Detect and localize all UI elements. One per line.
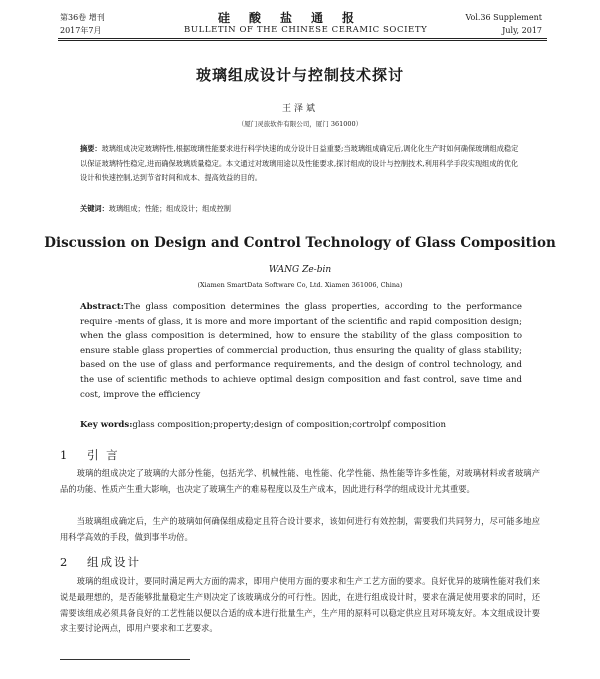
- author-en: WANG Ze-bin: [268, 265, 332, 275]
- abstract-cn: [80, 142, 520, 186]
- section-2-heading: [60, 554, 141, 570]
- header-volume-cn: 第36卷 增刊: [60, 13, 105, 22]
- footnote-rule: [60, 659, 190, 660]
- keywords-cn-text: 玻璃组成；性能；组成设计；组成控制: [108, 204, 231, 213]
- author-cn: 王泽斌: [281, 104, 318, 114]
- keywords-en: [80, 420, 522, 430]
- header-volume-en: Vol.36 Supplement: [465, 13, 542, 22]
- abstract-en: [80, 300, 522, 402]
- abstract-en-text: The glass composition determines the glass properties, according to the performance require -ments of glass, it is more and more important of the scientific and rapid composition design; when the glass composition is determined, how to ensure the stability of the glass composition to ensure stable glass properties of commercial production, thus ensuring the quality of glass stability; based on the use of glass and performance requirements, and the design of control technology, and the use of scientific methods to achieve optimal design composition and fast control, save time and cost, improve the efficiency: [80, 302, 522, 400]
- header-date-cn: 2017年7月: [60, 26, 102, 35]
- title-en: Discussion on Design and Control Technology of Glass Composition: [44, 235, 556, 251]
- header-date-en: July, 2017: [502, 26, 542, 35]
- section-1-paragraph-1: 玻璃的组成决定了玻璃的大部分性能，包括光学、机械性能、电性能、化学性能、热性能等许多性能，对玻璃材料或者玻璃产品的功能、性质产生重大影响，也决定了玻璃生产的难易程度以及生产成本，因此进行科学的组成设计尤其重要。: [60, 468, 540, 494]
- keywords-en-label: Key words:: [80, 420, 133, 430]
- section-2-title: 组成设计: [86, 555, 141, 569]
- header-journal-en: BULLETIN OF THE CHINESE CERAMIC SOCIETY: [184, 25, 428, 35]
- header-journal-cn: 硅酸盐通报: [218, 11, 374, 25]
- section-1-title: 引 言: [86, 448, 120, 462]
- header-rule-bottom: [58, 40, 547, 41]
- section-2-paragraph-1: 玻璃的组成设计，要同时满足两大方面的需求，即用户使用方面的要求和生产工艺方面的要求。良好优异的玻璃性能对我们来说是最理想的，是否能够批量稳定生产则决定了该玻璃成分的可行性。因此，在进行组成设计时，要求在满足使用要求的同时，还需要该组成必须具备良好的工艺性能以便以合适的成本进行批量生产，生产用的原料可以稳定供应且对环境友好。本文组成设计要求主要讨论两点，即用户要求和工艺要求。: [60, 576, 540, 634]
- section-1-heading: [60, 447, 120, 463]
- keywords-en-text: glass composition;property;design of composition;cortrolpf composition: [132, 420, 447, 430]
- abstract-cn-label: 摘要：: [80, 144, 102, 153]
- keywords-cn-label: 关键词：: [80, 204, 109, 213]
- affiliation-cn: （厦门灵旅软件有限公司，厦门 361000）: [237, 120, 363, 128]
- header-rule-top: [58, 38, 547, 39]
- section-1-number: 1: [60, 448, 70, 462]
- abstract-cn-text: 玻璃组成决定玻璃特性,根据玻璃性能要求进行科学快速的成分设计日益重要;当玻璃组成确定后,调化化生产时如何确保玻璃组成稳定以保证玻璃特性稳定,进而确保玻璃质量稳定。本文通过对玻璃用途以及性能要求,探讨组成的设计与控制技术,利用科学手段实现组成的优化设计和快速控制,达到节省时间和成本、提高效益的目的。: [80, 144, 519, 182]
- section-2-number: 2: [60, 555, 70, 569]
- title-cn: 玻璃组成设计与控制技术探讨: [195, 66, 404, 84]
- keywords-cn: [80, 202, 520, 217]
- abstract-en-label: Abstract:: [80, 302, 124, 312]
- section-1-paragraph-2: 当玻璃组成确定后，生产的玻璃如何确保组成稳定且符合设计要求，该如何进行有效控制，需要我们共同努力，尽可能多地应用科学高效的手段，做到事半功倍。: [60, 516, 540, 542]
- affiliation-en: (Xiamen SmartData Software Co, Ltd. Xiamen 361006, China): [197, 281, 403, 289]
